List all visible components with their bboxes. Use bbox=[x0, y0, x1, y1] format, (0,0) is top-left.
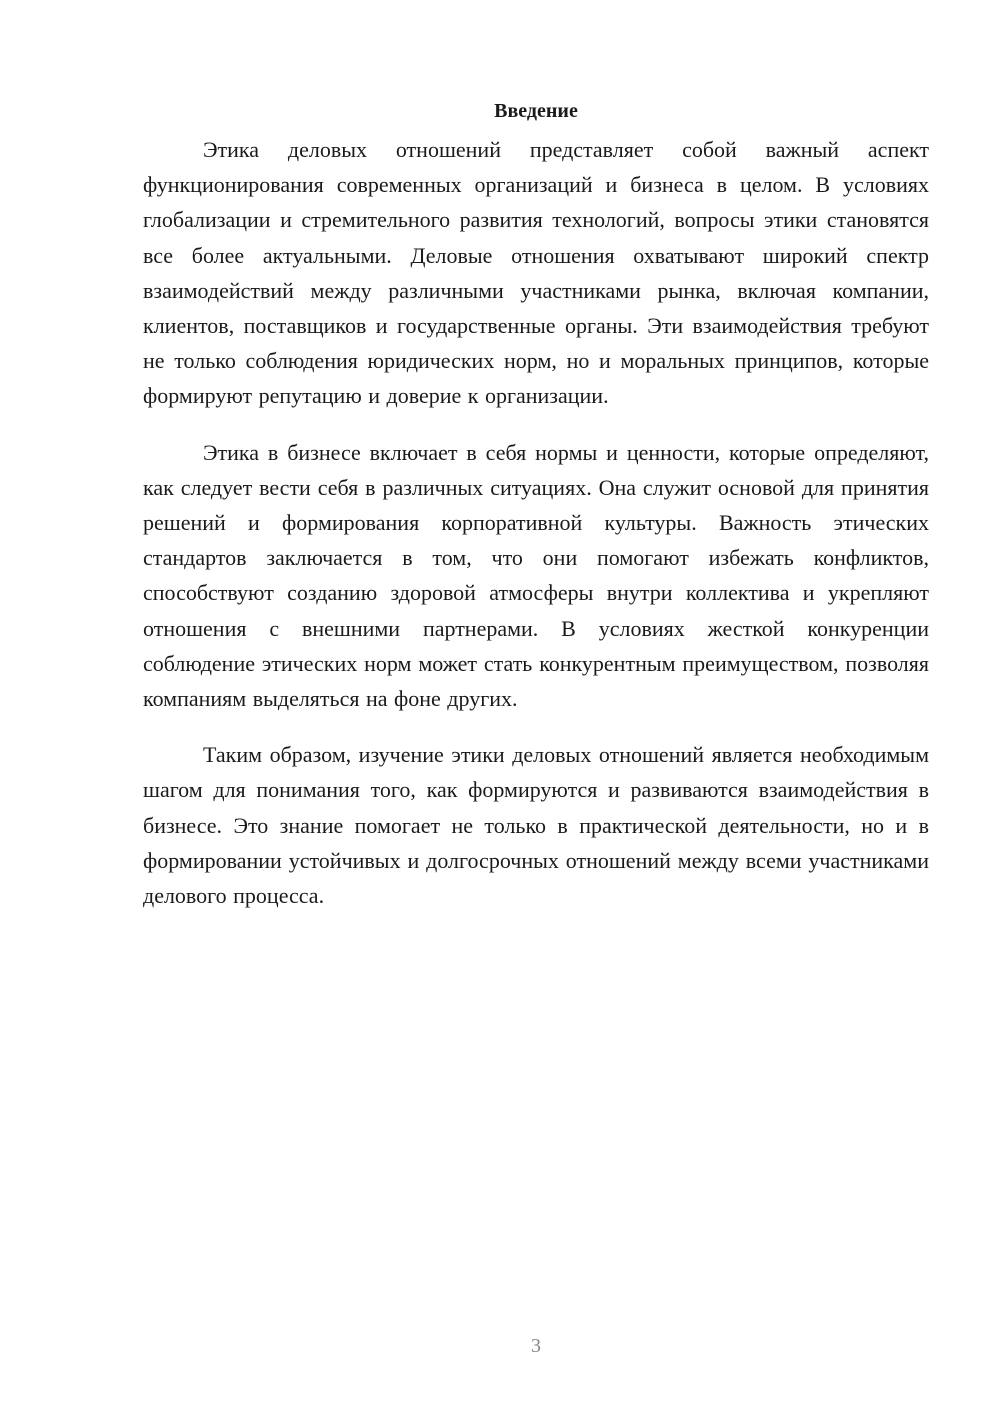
paragraph-2: Этика в бизнесе включает в себя нормы и ценности, которые определяют, как следует вести себя в различных ситуациях. Она служит основой для принятия решений и формирования корпоративной культуры. Важность этических стандартов заключается в том, что они помогают избежать конфликтов, способствуют созданию здоровой атмосферы внутри коллектива и укрепляют отношения с внешними партнерами. В условиях жесткой конкуренции соблюдение этических норм может стать конкурентным преимуществом, позволяя компаниям выделяться на фоне других. bbox=[143, 439, 929, 712]
paragraph-3: Таким образом, изучение этики деловых отношений является необходимым шагом для понимания того, как формируются и развиваются взаимодействия в бизнесе. Это знание помогает не только в практической деятельности, но и в формировании устойчивых и долгосрочных отношений между всеми участниками делового процесса. bbox=[143, 742, 929, 909]
paragraph-1: Этика деловых отношений представляет собой важный аспект функционирования современных организаций и бизнеса в целом. В условиях глобализации и стремительного развития технологий, вопросы этики становятся все более актуальными. Деловые отношения охватывают широкий спектр взаимодействий между различными участниками рынка, включая компании, клиентов, поставщиков и государственные органы. Эти взаимодействия требуют не только соблюдения юридических норм, но и моральных принципов, которые формируют репутацию и доверие к организации. bbox=[143, 137, 929, 409]
section-title: Введение bbox=[494, 100, 578, 122]
page-content bbox=[143, 96, 929, 913]
page-number: 3 bbox=[531, 1335, 541, 1357]
